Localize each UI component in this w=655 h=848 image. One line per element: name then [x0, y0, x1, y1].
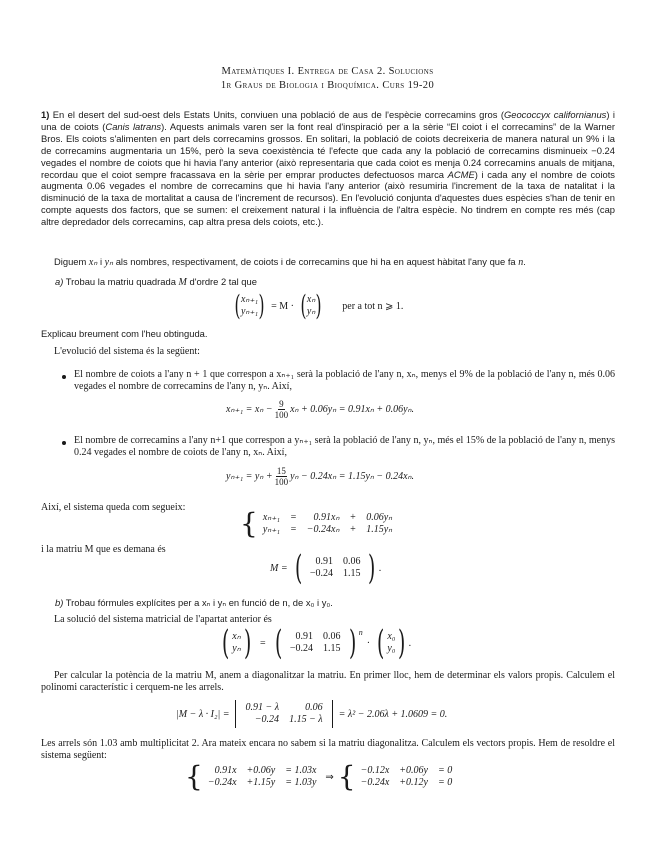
part-a-equation: ( xₙ₊₁ yₙ₊₁ ) = M · ( xₙ yₙ ) per a tot n ⩾ 1. [234, 289, 404, 322]
eigen-left-cell: −0.24x [207, 777, 237, 788]
system-a-cell: −0.24xₙ [306, 524, 340, 535]
define-text: i [97, 256, 105, 267]
determinant-cell: −0.24 [254, 714, 280, 725]
species-name: Geococcyx californianus [503, 109, 607, 120]
matrix-power-row [285, 643, 346, 655]
math-yn: yₙ [104, 257, 114, 268]
part-b-para2: Les arrels són 1.03 amb multiplicitat 2. Ara mateix encara no sabem si la matriu diagonalitza. Calculem els vectors propis. Hem de resoldre el sistema següent: [41, 738, 615, 762]
fraction-9-100 [275, 399, 289, 420]
vec-lhs-1: yₙ [232, 643, 241, 654]
eq-rhs-bot: yₙ [306, 306, 316, 317]
fraction-15-100 [275, 466, 289, 487]
define-text: als nombres, respectivament, de coiots i de correcamins que hi ha en aquest hàbitat l'any que fa [113, 256, 519, 267]
eq-tail: per a tot n ⩾ 1. [342, 300, 404, 312]
eigen-system: { 0.91x +0.06y = 1.03x −0.24x +1.15y = 1.03y ⇒ { −0.12x +0.06y = 0 −0.24x +0.12y = 0 [185, 763, 457, 791]
eq-lhs-top: xₙ₊₁ [240, 294, 259, 305]
system-a-row [258, 512, 397, 524]
vec-rhs-1: y₀ [387, 643, 396, 654]
intro-text: ) i una de coiots ( [41, 109, 615, 132]
bullet-2-text: El nombre de correcamins a l'any n+1 que correspon a yₙ₊₁ serà la població de l'any n, yₙ, més el 15% de la població de l'any n, menys 0.24 vegades el nombre de coiots de l'any n, xₙ. Així, [74, 435, 615, 459]
matrix-power-row [285, 631, 346, 643]
system-a-cell: = [290, 524, 297, 535]
part-b-label: b) [55, 597, 64, 608]
det-rhs: = λ² − 2.06λ + 1.0609 = 0. [338, 708, 448, 720]
eigen-right-row [356, 777, 458, 789]
part-b-question [55, 597, 615, 609]
det-bar [332, 700, 333, 728]
math-n: n [518, 257, 524, 268]
part-a-label: a) [55, 276, 64, 287]
part-a-text: Trobau la matriu quadrada [65, 276, 179, 287]
eq2-left: yₙ₊₁ = yₙ + [226, 471, 273, 482]
vec-rhs-0: x₀ [387, 631, 396, 642]
matrix-M-cell: 0.91 [315, 556, 333, 567]
bullet-dot [62, 441, 66, 445]
eigen-right-cell: = 0 [437, 765, 453, 776]
eigen-left-cell: = 1.03y [285, 777, 317, 788]
page-title-line1: Matemàtiques I. Entrega de Casa 2. Solucions [221, 66, 434, 77]
variable-definition [54, 256, 614, 269]
eigen-left-row [203, 777, 322, 789]
eigen-right-row [356, 765, 458, 777]
system-a-cell: = [290, 512, 297, 523]
intro-text: ). Aquests animals varen ser la font real d'inspiració per a la sèrie “El coiot i el correcamins” de la Warner Bros. Els coiots s'alimenten en part dels correcamins grossos. En solitari, la població de coiots decreixeria de manera natural un 9% i la de correcamins augmentaria un 15%, però la seva coexistència té l'efecte que cada any la població de correcamins disminueix −0.24 vegades el nombre de coiots que hi havia l'any anterior (això representaria que cada coiot es menja 0.24 correcamins anuals de mitjana, recordau que el coiot sempre fracassava en la sèrie per emprar productes defectuosos marca [41, 120, 615, 180]
system-a-cell: 0.06yₙ [366, 512, 393, 523]
part-a-text: d'ordre 2 tal que [186, 276, 257, 287]
matrix-end: . [378, 562, 382, 574]
determinant-row [240, 714, 327, 726]
determinant-row [240, 702, 327, 714]
eigen-right-cell: = 0 [437, 777, 453, 788]
equation-2 [226, 466, 414, 487]
matrix-power-cell: 0.91 [295, 631, 314, 642]
eq2-den: 100 [274, 477, 289, 487]
eigen-right-cell: −0.12x [360, 765, 390, 776]
eigen-right-cell: +0.12y [399, 777, 428, 788]
matrix-M-cell: 0.06 [342, 556, 361, 567]
eigen-left-cell: = 1.03x [285, 765, 317, 776]
det-lhs: |M − λ · I₂| = [176, 708, 230, 720]
system-a-cell: + [349, 512, 357, 523]
part-a-question [55, 276, 615, 289]
linear-system: { xₙ₊₁ = 0.91xₙ + 0.06yₙ yₙ₊₁ = −0.24xₙ + 1.15yₙ [240, 510, 397, 538]
brand-name: ACME [447, 168, 475, 180]
matrix-M-row [305, 568, 366, 580]
system-a-cell: 1.15yₙ [366, 524, 393, 535]
system-a-cell: xₙ₊₁ [262, 512, 281, 523]
eq-lhs-bot: yₙ₊₁ [240, 306, 259, 317]
eq-mid: = M · [271, 300, 294, 312]
define-text: . [523, 256, 526, 267]
eq-rhs-top: xₙ [306, 294, 316, 305]
eq1-right: xₙ + 0.06yₙ = 0.91xₙ + 0.06yₙ. [290, 404, 415, 415]
vec-lhs-0: xₙ [232, 631, 241, 642]
eigen-right-cell: +0.06y [399, 765, 428, 776]
eq1-den: 100 [274, 410, 289, 420]
bullet-dot [62, 375, 66, 379]
system-intro: Així, el sistema queda com segueix: [41, 502, 186, 513]
bullet-1-text: El nombre de coiots a l'any n + 1 que correspon a xₙ₊₁ serà la població de l'any n, xₙ, menys el 9% de la població de l'any n, més 0.06 vegades el nombre de correcamins de l'any n, yₙ. Així, [74, 369, 615, 393]
determinant-cell: 0.91 − λ [245, 702, 280, 713]
matrix-M-row [305, 556, 366, 568]
intro-text: En el desert del sud-oest dels Estats Units, conviuen una població de aus de l'espècie correcamins gros ( [52, 109, 504, 120]
eigen-left-cell: +1.15y [246, 777, 276, 788]
matrix-intro: i la matriu M que es demana és [41, 544, 166, 555]
implies-arrow: ⇒ [325, 771, 334, 783]
eigen-left-cell: 0.91x [214, 765, 237, 776]
page-title-line2: 1r Graus de Biologia i Bioquímica. Curs 19-20 [220, 80, 435, 91]
matrix-M-cell: 1.15 [342, 568, 361, 579]
define-text: Diguem [54, 256, 89, 267]
matrix-power-cell: −0.24 [289, 643, 314, 654]
determinant-equation [176, 700, 447, 728]
eigen-right-cell: −0.24x [360, 777, 390, 788]
matrix-M-cell: −0.24 [309, 568, 333, 579]
part-a-explain: Explicau breument com l'heu obtinguda. [41, 328, 208, 339]
matrix-power-cell: 1.15 [323, 643, 341, 654]
eq2-num: 15 [276, 466, 286, 476]
matrix-M: M = ( 0.91 0.06 −0.24 1.15 ) . [270, 548, 382, 588]
eigen-left-row [203, 765, 322, 777]
eq1-num: 9 [279, 399, 284, 409]
intro-text: ) i cada any el nombre de coiots augmenta 0.06 vegades el nombre de correcamins que hi havia l'any anterior (això resumiria l'increment de la taxa de natalitat i la disminució de la taxa de mortalitat a causa de l'increment de recursos). En l'evolució conjunta d'aquestes dues espècies s'han de tenir en compte aquests dos factors, que se sumen: el creixement natural i la influència de l'altra espècie. No tindrem en compte res més (cap altre depredador dels correcamins, cap altra presa dels coiots, etc.). [41, 168, 615, 228]
math-xn: xₙ [88, 257, 98, 268]
matrix-label: M = [270, 562, 288, 574]
problem-number: 1) [41, 109, 50, 120]
determinant-cell: 0.06 [305, 702, 323, 713]
equation-1 [226, 399, 414, 420]
matrix-power: n [358, 627, 363, 637]
eq1-left: xₙ₊₁ = xₙ − [226, 404, 273, 415]
system-a-cell: 0.91xₙ [313, 512, 340, 523]
eq2-right: yₙ − 0.24xₙ = 1.15yₙ − 0.24xₙ. [290, 471, 415, 482]
part-b-intro: La solució del sistema matricial de l'apartat anterior és [54, 614, 272, 625]
part-b-solution: ( xₙ yₙ ) = ( 0.91 0.06 −0.24 1.15 ) $^n$ · ( x₀ y₀ ) . [221, 623, 412, 663]
math-M: M [178, 277, 187, 288]
determinant-cell: 1.15 − λ [289, 714, 323, 725]
part-b-text: Trobau fórmules explícites per a xₙ i yₙ en funció de n, de x₀ i y₀. [65, 597, 333, 608]
system-a-cell: + [349, 524, 357, 535]
part-b-para1: Per calcular la potència de la matriu M, anem a diagonalitzar la matriu. En primer lloc, hem de determinar els valors propis. Calculem el polinomi característic i cerquem-ne les arrels. [41, 670, 615, 694]
problem-statement [41, 109, 615, 228]
solution-a-intro: L'evolució del sistema és la següent: [54, 346, 200, 357]
matrix-power-cell: 0.06 [323, 631, 341, 642]
system-a-row [258, 524, 397, 536]
species-name: Canis latrans [105, 120, 162, 132]
system-a-cell: yₙ₊₁ [262, 524, 281, 535]
eigen-left-cell: +0.06y [246, 765, 276, 776]
det-bar [235, 700, 236, 728]
